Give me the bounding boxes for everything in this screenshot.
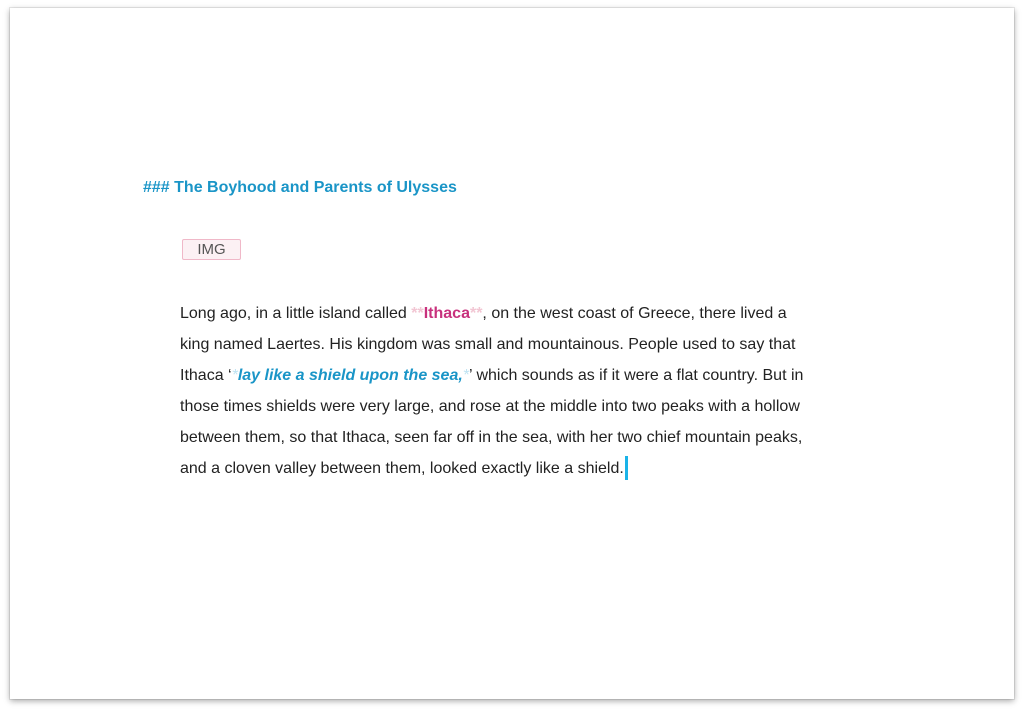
strong-marker-close: ** (469, 305, 483, 322)
paragraph-line-1 (180, 298, 870, 329)
paragraph-line-6 (180, 453, 870, 484)
emphasis-text: lay like a shield upon the sea, (237, 367, 463, 384)
text-segment: , on the west coast of Greece, there lived a (482, 305, 787, 322)
image-placeholder[interactable]: IMG (182, 239, 241, 260)
editor-window (10, 8, 1014, 699)
text-segment: and a cloven valley between them, looked exactly like a shield. (180, 460, 624, 477)
text-segment: Long ago, in a little island called (180, 305, 412, 322)
paragraph[interactable] (180, 298, 870, 484)
text-segment: ’ which sounds as if it were a flat country. But in (469, 367, 804, 384)
paragraph-line-2: king named Laertes. His kingdom was small and mountainous. People used to say that (180, 336, 796, 353)
paragraph-line-3 (180, 360, 870, 391)
paragraph-line-5: between them, so that Ithaca, seen far off in the sea, with her two chief mountain peaks, (180, 429, 803, 446)
strong-text: Ithaca (423, 305, 470, 322)
heading-line[interactable]: ### The Boyhood and Parents of Ulysses (143, 179, 457, 196)
strong-marker-open: ** (411, 305, 424, 322)
text-cursor (625, 456, 628, 480)
text-segment: Ithaca ‘ (180, 367, 232, 384)
emphasis-marker-open: * (231, 367, 238, 384)
emphasis-marker-close: * (462, 367, 470, 384)
paragraph-line-4: those times shields were very large, and rose at the middle into two peaks with a hollow (180, 398, 800, 415)
